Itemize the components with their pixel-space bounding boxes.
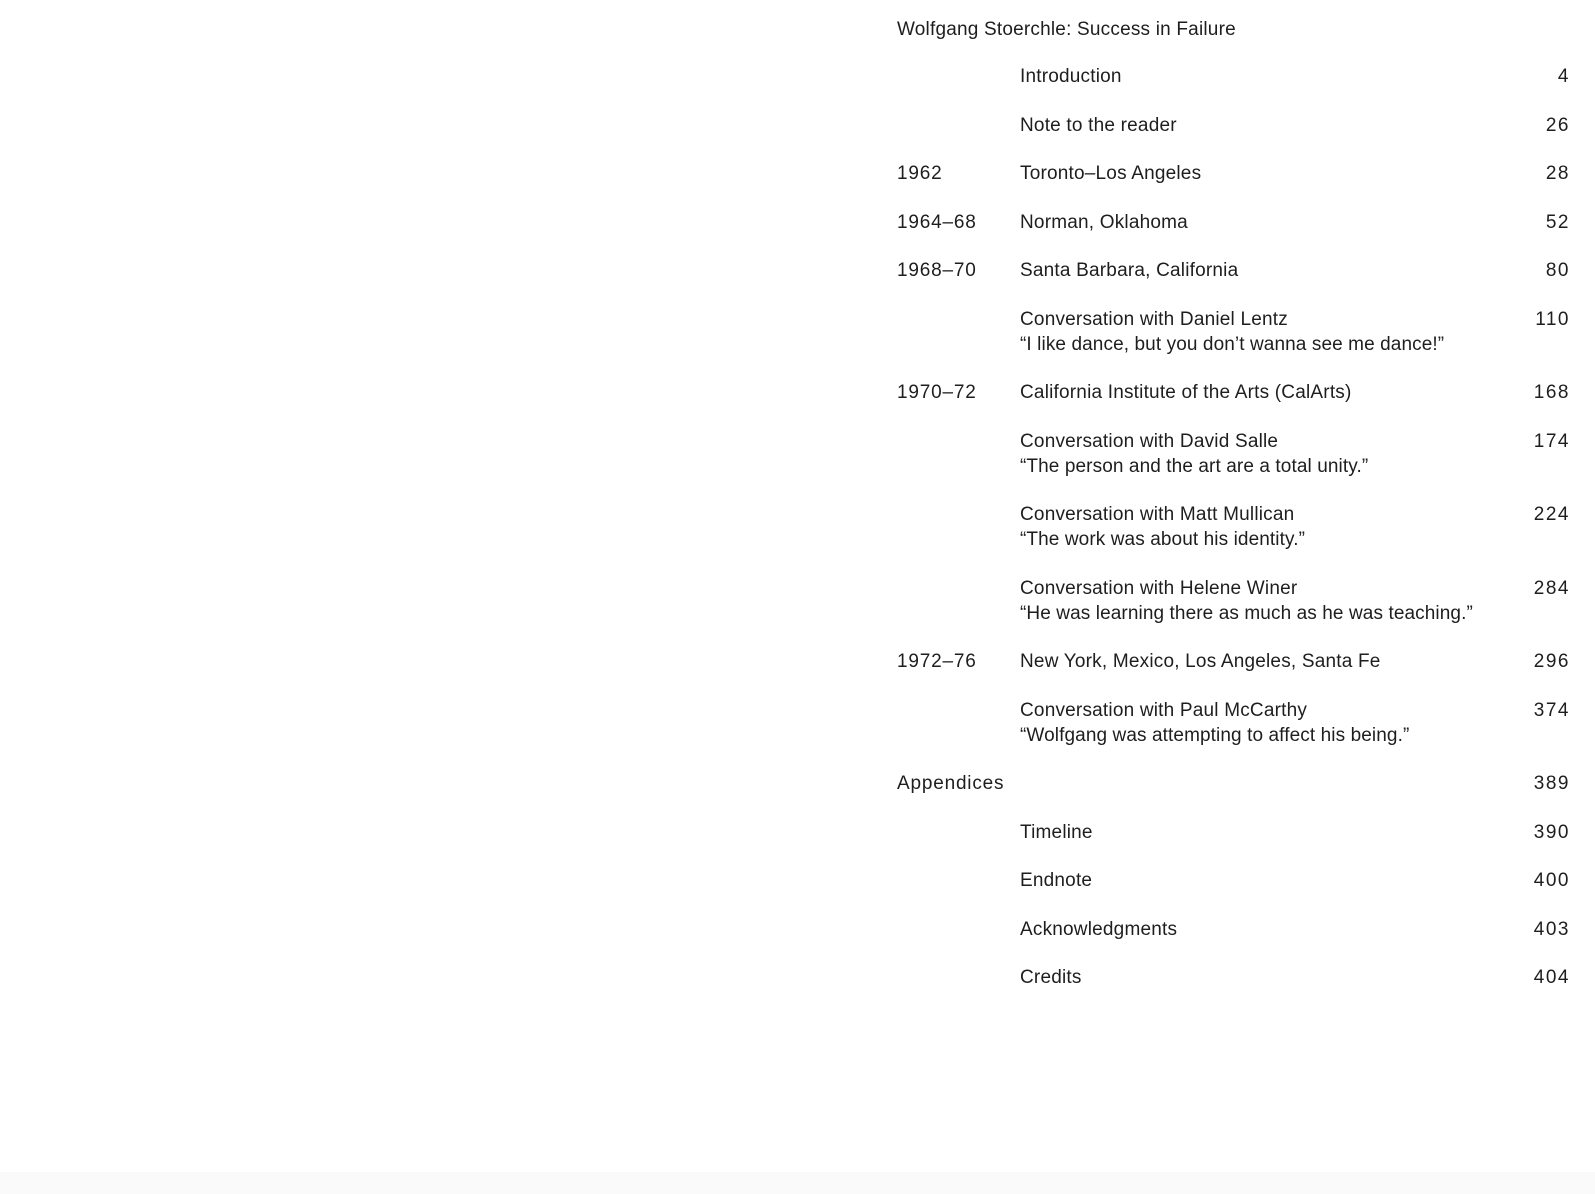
toc-entry-page: 390 — [1533, 821, 1570, 843]
toc-entry-main — [1020, 965, 1524, 990]
toc-entry-title: Endnote — [1020, 870, 1093, 891]
toc-entry-quote: “The work was about his identity.” — [1020, 529, 1305, 550]
toc-entry-quote: “The person and the art are a total unity.” — [1020, 455, 1369, 477]
toc-entry-main — [1020, 210, 1536, 235]
toc-entry-main — [1020, 698, 1524, 748]
toc-entry-title: Conversation with Helene Winer — [1020, 577, 1298, 599]
toc-entry-title: Conversation with Daniel Lentz — [1020, 308, 1288, 330]
toc-entry-page: 4 — [1557, 66, 1570, 87]
toc-entry-main — [1020, 113, 1536, 138]
toc-entry-quote: “He was learning there as much as he was teaching.” — [1020, 602, 1473, 624]
toc-entry-page: 174 — [1533, 430, 1570, 452]
toc-entry-note-to-reader — [897, 113, 1570, 138]
toc-entry-title: New York, Mexico, Los Angeles, Santa Fe — [1020, 651, 1381, 672]
toc-entry-conversation-winer — [897, 576, 1570, 626]
toc-entry-page: 28 — [1545, 163, 1570, 184]
bottom-bar — [0, 1172, 1595, 1194]
toc-entry-page: 403 — [1533, 918, 1570, 940]
toc-entry-main — [1020, 868, 1524, 893]
toc-entry-title: Conversation with Matt Mullican — [1020, 504, 1295, 525]
toc-entry-1972-76 — [897, 649, 1570, 674]
table-of-contents — [897, 17, 1570, 1014]
toc-entry-quote: “I like dance, but you don’t wanna see me dance!” — [1020, 333, 1445, 355]
toc-entry-main — [1020, 649, 1524, 674]
toc-entry-1962 — [897, 161, 1570, 186]
toc-entry-conversation-salle — [897, 429, 1570, 479]
toc-entry-title: Conversation with David Salle — [1020, 430, 1279, 452]
toc-entry-page: 400 — [1533, 870, 1570, 891]
toc-entry-introduction — [897, 64, 1570, 89]
toc-entry-page: 389 — [1533, 773, 1570, 794]
toc-entry-main — [1020, 258, 1536, 283]
toc-entry-year: Appendices — [897, 773, 1005, 794]
toc-entry-main — [1020, 429, 1524, 479]
toc-entry-title: California Institute of the Arts (CalArts) — [1020, 382, 1352, 403]
toc-entry-page: 284 — [1533, 577, 1570, 599]
toc-entry-main — [1020, 576, 1524, 626]
toc-entry-title: Santa Barbara, California — [1020, 260, 1239, 281]
toc-entry-page: 404 — [1533, 967, 1570, 988]
toc-entry-title: Timeline — [1020, 821, 1093, 843]
toc-entry-main — [1020, 820, 1524, 845]
toc-entry-quote: “Wolfgang was attempting to affect his being.” — [1020, 724, 1410, 746]
toc-entry-main — [1020, 917, 1524, 942]
toc-entry-page: 80 — [1545, 260, 1570, 281]
toc-entry-page: 110 — [1535, 308, 1570, 330]
toc-entry-title: Norman, Oklahoma — [1020, 211, 1188, 233]
toc-entry-main — [1020, 502, 1524, 552]
toc-entry-main — [1020, 380, 1524, 405]
toc-entry-page: 168 — [1533, 382, 1570, 403]
toc-entry-year: 1968–70 — [897, 260, 977, 281]
toc-entry-credits — [897, 965, 1570, 990]
toc-entry-1970-72 — [897, 380, 1570, 405]
toc-entry-endnote — [897, 868, 1570, 893]
toc-entry-year: 1970–72 — [897, 382, 977, 403]
toc-entry-main — [1020, 161, 1536, 186]
toc-entry-timeline — [897, 820, 1570, 845]
toc-entry-year: 1972–76 — [897, 651, 977, 672]
toc-entry-main — [1020, 64, 1548, 89]
toc-entry-page: 296 — [1533, 651, 1570, 672]
toc-entry-conversation-lentz — [897, 307, 1570, 357]
page-title: Wolfgang Stoerchle: Success in Failure — [897, 19, 1236, 40]
toc-entry-title: Introduction — [1020, 66, 1122, 87]
toc-entry-title: Toronto–Los Angeles — [1020, 163, 1202, 184]
toc-entry-title: Acknowledgments — [1020, 918, 1178, 940]
toc-entry-acknowledgments — [897, 917, 1570, 942]
toc-entry-conversation-mccarthy — [897, 698, 1570, 748]
toc-entry-appendices — [897, 771, 1570, 796]
toc-entry-1968-70 — [897, 258, 1570, 283]
toc-entry-title: Note to the reader — [1020, 114, 1177, 136]
toc-entry-page: 374 — [1533, 699, 1570, 721]
toc-entry-year: 1962 — [897, 163, 943, 184]
toc-entry-title: Conversation with Paul McCarthy — [1020, 699, 1308, 721]
toc-entry-main — [1020, 307, 1525, 357]
toc-entry-1964-68 — [897, 210, 1570, 235]
toc-entry-page: 26 — [1545, 114, 1570, 136]
toc-entry-page: 52 — [1545, 211, 1570, 233]
toc-entry-year: 1964–68 — [897, 211, 977, 233]
toc-entry-page: 224 — [1533, 504, 1570, 525]
toc-entry-title: Credits — [1020, 967, 1082, 988]
toc-entry-conversation-mullican — [897, 502, 1570, 552]
